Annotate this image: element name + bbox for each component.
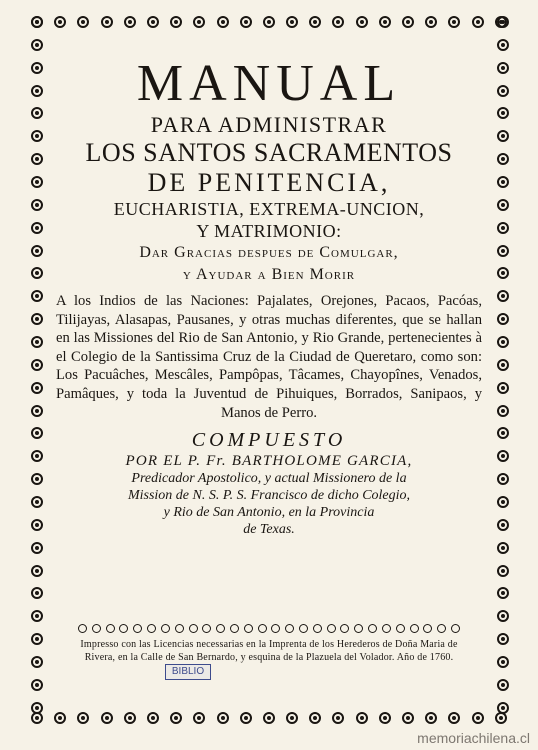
- border-ornament-icon: [306, 710, 324, 726]
- border-ornament-icon: [494, 151, 512, 167]
- border-ornament-icon: [237, 14, 255, 30]
- border-ornament-icon: [28, 220, 46, 236]
- border-ornament-icon: [190, 14, 208, 30]
- border-ornament-icon: [271, 624, 280, 633]
- border-ornament-icon: [437, 624, 446, 633]
- border-ornament-icon: [28, 288, 46, 304]
- border-ornament-icon: [78, 624, 87, 633]
- border-ornament-icon: [28, 357, 46, 373]
- title-penitencia: DE PENITENCIA,: [147, 168, 391, 197]
- border-ornament-icon: [354, 624, 363, 633]
- border-ornament-icon: [494, 403, 512, 419]
- border-ornament-icon: [422, 14, 440, 30]
- library-stamp: BIBLIO: [165, 664, 211, 680]
- border-ornament-icon: [494, 425, 512, 441]
- border-ornament-icon: [28, 197, 46, 213]
- border-ornament-icon: [494, 677, 512, 693]
- border-ornament-icon: [121, 14, 139, 30]
- border-ornament-icon: [299, 624, 308, 633]
- border-ornament-icon: [28, 151, 46, 167]
- border-ornament-icon: [451, 624, 460, 633]
- border-ornament-icon: [445, 710, 463, 726]
- border-ornament-icon: [353, 14, 371, 30]
- border-ornament-icon: [494, 563, 512, 579]
- border-ornament-icon: [28, 311, 46, 327]
- border-ornament-icon: [494, 220, 512, 236]
- border-ornament-icon: [423, 624, 432, 633]
- border-ornament-icon: [189, 624, 198, 633]
- border-ornament-icon: [285, 624, 294, 633]
- author-line-1: Predicador Apostolico, y actual Missionero de la: [131, 471, 407, 487]
- border-ornament-icon: [494, 60, 512, 76]
- border-ornament-icon: [167, 710, 185, 726]
- border-ornament-icon: [28, 243, 46, 259]
- border-ornament-icon: [119, 624, 128, 633]
- border-ornament-icon: [494, 83, 512, 99]
- border-ornament-icon: [494, 471, 512, 487]
- border-ornament-icon: [494, 631, 512, 647]
- border-ornament-icon: [260, 710, 278, 726]
- border-ornament-icon: [28, 334, 46, 350]
- border-ornament-icon: [28, 608, 46, 624]
- border-ornament-icon: [161, 624, 170, 633]
- border-ornament-icon: [74, 14, 92, 30]
- border-ornament-icon: [494, 37, 512, 53]
- border-ornament-icon: [494, 265, 512, 281]
- border-ornament-icon: [214, 14, 232, 30]
- border-ornament-icon: [494, 494, 512, 510]
- ornamental-rule: [78, 621, 460, 635]
- border-ornament-icon: [376, 710, 394, 726]
- border-ornament-icon: [327, 624, 336, 633]
- border-ornament-icon: [494, 243, 512, 259]
- border-ornament-icon: [214, 710, 232, 726]
- border-ornament-icon: [28, 471, 46, 487]
- border-ornament-icon: [340, 624, 349, 633]
- border-ornament-icon: [28, 540, 46, 556]
- border-ornament-icon: [283, 14, 301, 30]
- border-ornament-icon: [422, 710, 440, 726]
- border-ornament-icon: [28, 37, 46, 53]
- border-ornament-icon: [28, 585, 46, 601]
- body-paragraph: A los Indios de las Naciones: Pajalates, Orejones, Pacaos, Pacóas, Tilijayas, Alasapas, Pausanes, y otras muchas diferentes, que se hallan en las Missiones del Rio de San Antonio, y Rio Grande, pertenecientes à el Colegio de la Santissima Cruz de la Ciudad de Queretaro, como son: Los Pacuâches, Mescâles, Pampôpas, Tâcames, Chayopînes, Venados, Pamâques, y toda la Juventud de Pihuiques, Borrados, Sanipaos, y Manos de Perro.: [56, 293, 482, 421]
- border-ornament-icon: [28, 700, 46, 716]
- border-ornament-icon: [216, 624, 225, 633]
- border-ornament-icon: [258, 624, 267, 633]
- border-ornament-icon: [368, 624, 377, 633]
- border-ornament-icon: [469, 14, 487, 30]
- border-ornament-icon: [28, 425, 46, 441]
- border-ornament-icon: [494, 334, 512, 350]
- border-ornament-icon: [98, 14, 116, 30]
- border-ornament-icon: [121, 710, 139, 726]
- border-ornament-icon: [167, 14, 185, 30]
- border-ornament-icon: [28, 403, 46, 419]
- border-ornament-icon: [28, 677, 46, 693]
- title-santos-sacramentos: LOS SANTOS SACRAMENTOS: [85, 138, 453, 167]
- border-ornament-icon: [28, 265, 46, 281]
- border-ornament-icon: [376, 14, 394, 30]
- border-ornament-icon: [51, 710, 69, 726]
- border-ornament-icon: [494, 174, 512, 190]
- border-ornament-icon: [399, 14, 417, 30]
- border-ornament-icon: [51, 14, 69, 30]
- border-ornament-icon: [28, 105, 46, 121]
- border-left: [26, 14, 48, 716]
- watermark: memoriachilena.cl: [417, 730, 530, 746]
- border-ornament-icon: [28, 174, 46, 190]
- border-ornament-icon: [494, 654, 512, 670]
- border-ornament-icon: [494, 288, 512, 304]
- border-ornament-icon: [283, 710, 301, 726]
- border-ornament-icon: [28, 494, 46, 510]
- border-ornament-icon: [494, 14, 512, 30]
- border-ornament-icon: [306, 14, 324, 30]
- compuesto-label: COMPUESTO: [191, 429, 347, 452]
- border-ornament-icon: [147, 624, 156, 633]
- title-page-text: [56, 50, 482, 538]
- border-ornament-icon: [237, 710, 255, 726]
- title-para-administrar: PARA ADMINISTRAR: [150, 112, 388, 137]
- border-ornament-icon: [144, 710, 162, 726]
- border-ornament-icon: [28, 448, 46, 464]
- border-ornament-icon: [202, 624, 211, 633]
- title-matrimonio: Y MATRIMONIO:: [196, 221, 342, 241]
- border-ornament-icon: [329, 14, 347, 30]
- border-ornament-icon: [28, 83, 46, 99]
- border-ornament-icon: [396, 624, 405, 633]
- title-ayudar: y Ayudar a Bien Morir: [182, 266, 356, 283]
- border-bottom: [28, 708, 510, 728]
- title-dar-gracias: Dar Gracias despues de Comulgar,: [139, 244, 399, 261]
- border-ornament-icon: [494, 128, 512, 144]
- border-ornament-icon: [494, 380, 512, 396]
- author-line-4: de Texas.: [243, 522, 295, 538]
- border-ornament-icon: [244, 624, 253, 633]
- author-line-3: y Rio de San Antonio, en la Provincia: [163, 505, 375, 521]
- border-top: [28, 12, 510, 32]
- border-ornament-icon: [28, 60, 46, 76]
- imprint-text: Impresso con las Licencias necessarias en la Imprenta de los Herederos de Doña Maria de Rivera, en la Calle de San Bernardo, y esquina de la Plazuela del Volador. Año de 1760.: [80, 639, 458, 663]
- border-ornament-icon: [28, 563, 46, 579]
- author-name: POR EL P. Fr. BARTHOLOME GARCIA,: [125, 453, 413, 470]
- border-ornament-icon: [494, 448, 512, 464]
- border-ornament-icon: [28, 380, 46, 396]
- border-ornament-icon: [28, 654, 46, 670]
- border-ornament-icon: [28, 128, 46, 144]
- border-ornament-icon: [445, 14, 463, 30]
- border-ornament-icon: [494, 585, 512, 601]
- border-ornament-icon: [494, 517, 512, 533]
- border-ornament-icon: [494, 197, 512, 213]
- border-ornament-icon: [28, 517, 46, 533]
- border-ornament-icon: [382, 624, 391, 633]
- border-ornament-icon: [353, 710, 371, 726]
- border-ornament-icon: [98, 710, 116, 726]
- border-ornament-icon: [260, 14, 278, 30]
- border-ornament-icon: [329, 710, 347, 726]
- border-ornament-icon: [28, 631, 46, 647]
- border-ornament-icon: [494, 700, 512, 716]
- border-ornament-icon: [106, 624, 115, 633]
- title-manual: MANUAL: [136, 55, 402, 112]
- border-ornament-icon: [469, 710, 487, 726]
- title-eucharistia: EUCHARISTIA, EXTREMA-UNCION,: [113, 199, 425, 219]
- border-ornament-icon: [144, 14, 162, 30]
- border-ornament-icon: [92, 624, 101, 633]
- border-ornament-icon: [175, 624, 184, 633]
- border-ornament-icon: [494, 540, 512, 556]
- border-right: [492, 14, 514, 716]
- border-ornament-icon: [313, 624, 322, 633]
- border-ornament-icon: [399, 710, 417, 726]
- border-ornament-icon: [133, 624, 142, 633]
- border-ornament-icon: [494, 105, 512, 121]
- border-ornament-icon: [494, 311, 512, 327]
- border-ornament-icon: [190, 710, 208, 726]
- border-ornament-icon: [74, 710, 92, 726]
- author-line-2: Mission de N. S. P. S. Francisco de dicho Colegio,: [127, 488, 411, 504]
- border-ornament-icon: [494, 357, 512, 373]
- border-ornament-icon: [410, 624, 419, 633]
- border-ornament-icon: [28, 14, 46, 30]
- border-ornament-icon: [494, 608, 512, 624]
- border-ornament-icon: [230, 624, 239, 633]
